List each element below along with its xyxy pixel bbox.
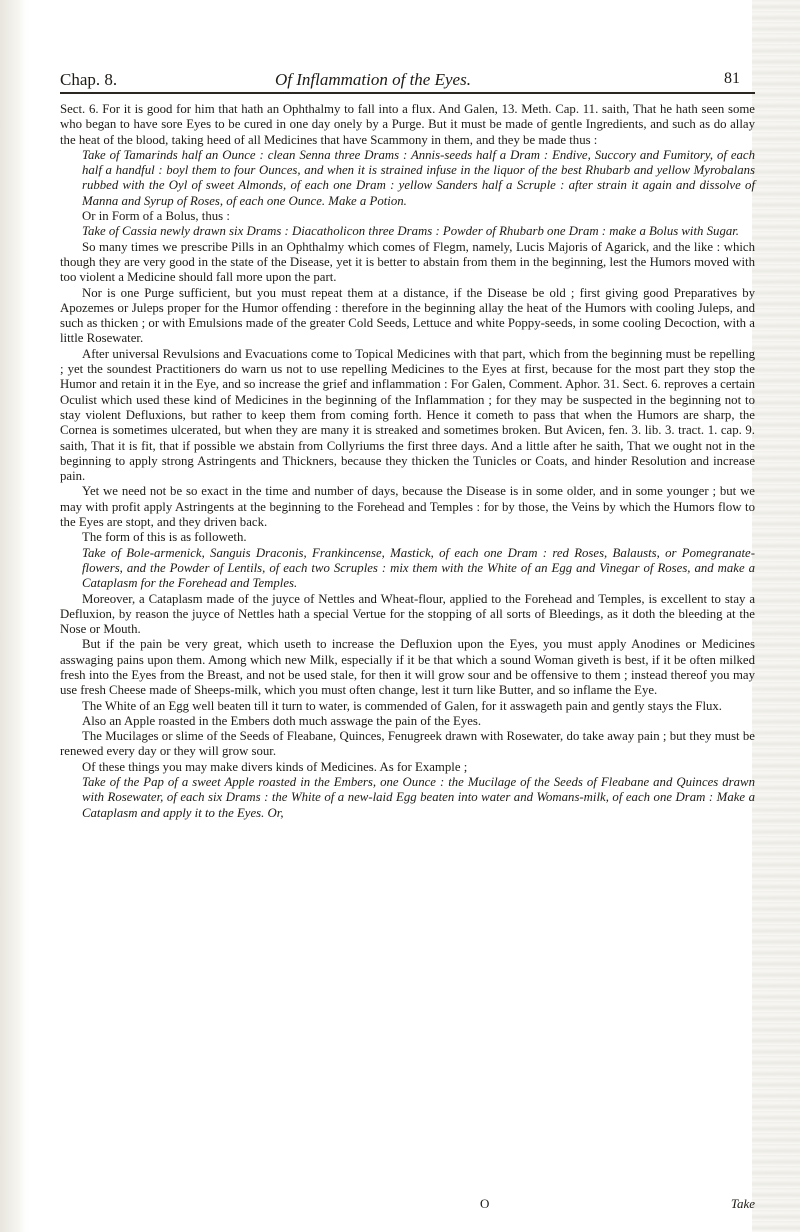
text-paragraph: Also an Apple roasted in the Embers doth much asswage the pain of the Eyes.	[82, 713, 482, 728]
page-footer	[60, 1196, 755, 1214]
text-paragraph: Yet we need not be so exact in the time and number of days, because the Disease is in some older, and in some younger ; but we may with profit apply Astringents at the beginning to the Forehead and Temples : for by those, the Veins by which the Humors flow to the Eyes are stopt, and they driven back.	[60, 484, 755, 530]
text-paragraph: Moreover, a Cataplasm made of the juyce of Nettles and Wheat-flour, applied to the Forehead and Temples, is excellent to stay a Defluxion, by reason the juyce of Nettles hath a special Vertue for the stopping of all sorts of Bleedings, as it doth the bleeding at the Nose or Mouth.	[60, 591, 755, 637]
body-text	[60, 102, 755, 821]
text-paragraph: The White of an Egg well beaten till it turn to water, is commended of Galen, for it asswageth pain and gently stays the Flux.	[82, 698, 723, 713]
text-paragraph: After universal Revulsions and Evacuations come to Topical Medicines with that part, which from the beginning must be repelling ; yet the soundest Practitioners do warn us not to use repelling Medicines to the Eyes at first, because for the most part they stop the Humor and retain it in the Eye, and so increase the grief and inflammation : For Galen, Comment. Aphor. 31. Sect. 6. reproves a certain Oculist which used these kind of Medicines in the beginning of the Inflammation ; for they may be suspected in the beginning not to stay violent Defluxions, but rather to keep them from coming forth. Hence it cometh to pass that when the Humors are sharp, the Cornea is sometimes ulcerated, but when they are many it is streaked and sometimes broken. But Avicen, fen. 3. lib. 3. tract. 1. cap. 9. saith, That it is fit, that if possible we abstain from Collyriums the first three days. And a little after he saith, That we ought not in the beginning to apply strong Astringents and Thickners, because they thicken the Tunicles or Coats, and hinder Resolution and increase pain.	[60, 346, 755, 484]
recipe-paragraph: Take of Bole-armenick, Sanguis Draconis, Frankincense, Mastick, of each one Dram : red Roses, Balausts, or Pomegranate-flowers, and the Powder of Lentils, of each two Scruples : mix them with the White of an Egg and Vinegar of Roses, and make a Cataplasm for the Forehead and Temples.	[82, 545, 755, 591]
text-paragraph: So many times we prescribe Pills in an Ophthalmy which comes of Flegm, namely, Lucis Majoris of Agarick, and the like : which though they are very good in the state of the Disease, yet it is better to abstain from them in the beginning, lest the Humors moved with too violent a Medicine should fall more upon the part.	[60, 239, 755, 285]
text-paragraph: Sect. 6. For it is good for him that hath an Ophthalmy to fall into a flux. And Galen, 13. Meth. Cap. 11. saith, That he hath seen some who began to have sore Eyes to be cured in one day onely by a Purge. But it must be made of gentle Ingredients, and such as do allay the heat of the blood, taking heed of all Medicines that have Scammony in them, and they be made thus :	[60, 102, 755, 147]
header-rule	[60, 92, 755, 94]
recipe-paragraph: Take of Tamarinds half an Ounce : clean Senna three Drams : Annis-seeds half a Dram : Endive, Succory and Fumitory, of each half a handful : boyl them to four Ounces, and when it is strained infuse in the liquor of the best Rhubarb and yellow Myrobalans rubbed with the Oyl of sweet Almonds, of each one Dram : yellow Sanders half a Scruple : after strain it again and dissolve of Manna and Syrup of Roses, of each one Ounce. Make a Potion.	[82, 147, 755, 208]
page-number: 81	[724, 70, 740, 87]
signature-mark: O	[480, 1196, 490, 1211]
page-gutter	[0, 0, 26, 1232]
text-paragraph: The Mucilages or slime of the Seeds of Fleabane, Quinces, Fenugreek drawn with Rosewater, do take away pain ; but they must be renewed every day or they will grow sour.	[60, 729, 755, 759]
recipe-paragraph: Take of the Pap of a sweet Apple roasted in the Embers, one Ounce : the Mucilage of the Seeds of Fleabane and Quinces drawn with Rosewater, of each six Drams : the White of a new-laid Egg beaten into water and Womans-milk, of each one Dram : Make a Cataplasm and apply it to the Eyes. Or,	[82, 775, 755, 820]
catchword: Take	[730, 1196, 755, 1211]
running-header	[60, 66, 740, 92]
recipe-paragraph: Take of Cassia newly drawn six Drams : Diacatholicon three Drams : Powder of Rhubarb one Dram : make a Bolus with Sugar.	[82, 224, 739, 239]
chapter-label: Chap. 8.	[60, 70, 118, 89]
text-paragraph: But if the pain be very great, which useth to increase the Defluxion upon the Eyes, you must apply Anodines or Medicines asswaging pains upon them. Among which new Milk, especially if it be that which a sound Woman giveth is best, if it be often milked fresh into the Eyes from the Breast, and not be used stale, for then it will grow sour and be offensive to them ; instead thereof you may use fresh Cheese made of Sheeps-milk, which you must often change, lest it turn like Butter, and so inflame the Eye.	[60, 637, 755, 698]
page-edge	[752, 0, 800, 1232]
text-paragraph: Or in Form of a Bolus, thus :	[82, 209, 230, 224]
text-paragraph: Nor is one Purge sufficient, but you must repeat them at a distance, if the Disease be old ; first giving good Preparatives by Apozemes or Juleps proper for the Humor offending : therefore in the beginning allay the heat of the Humors with cooling Juleps, and such as thicken ; or with Emulsions made of the greater Cold Seeds, Lettuce and white Poppy-seeds, in some cooling Decoction, with a little Rosewater.	[60, 285, 755, 346]
text-paragraph: The form of this is as followeth.	[82, 530, 247, 545]
running-title: Of Inflammation of the Eyes.	[275, 70, 471, 89]
text-paragraph: Of these things you may make divers kinds of Medicines. As for Example ;	[82, 759, 468, 774]
